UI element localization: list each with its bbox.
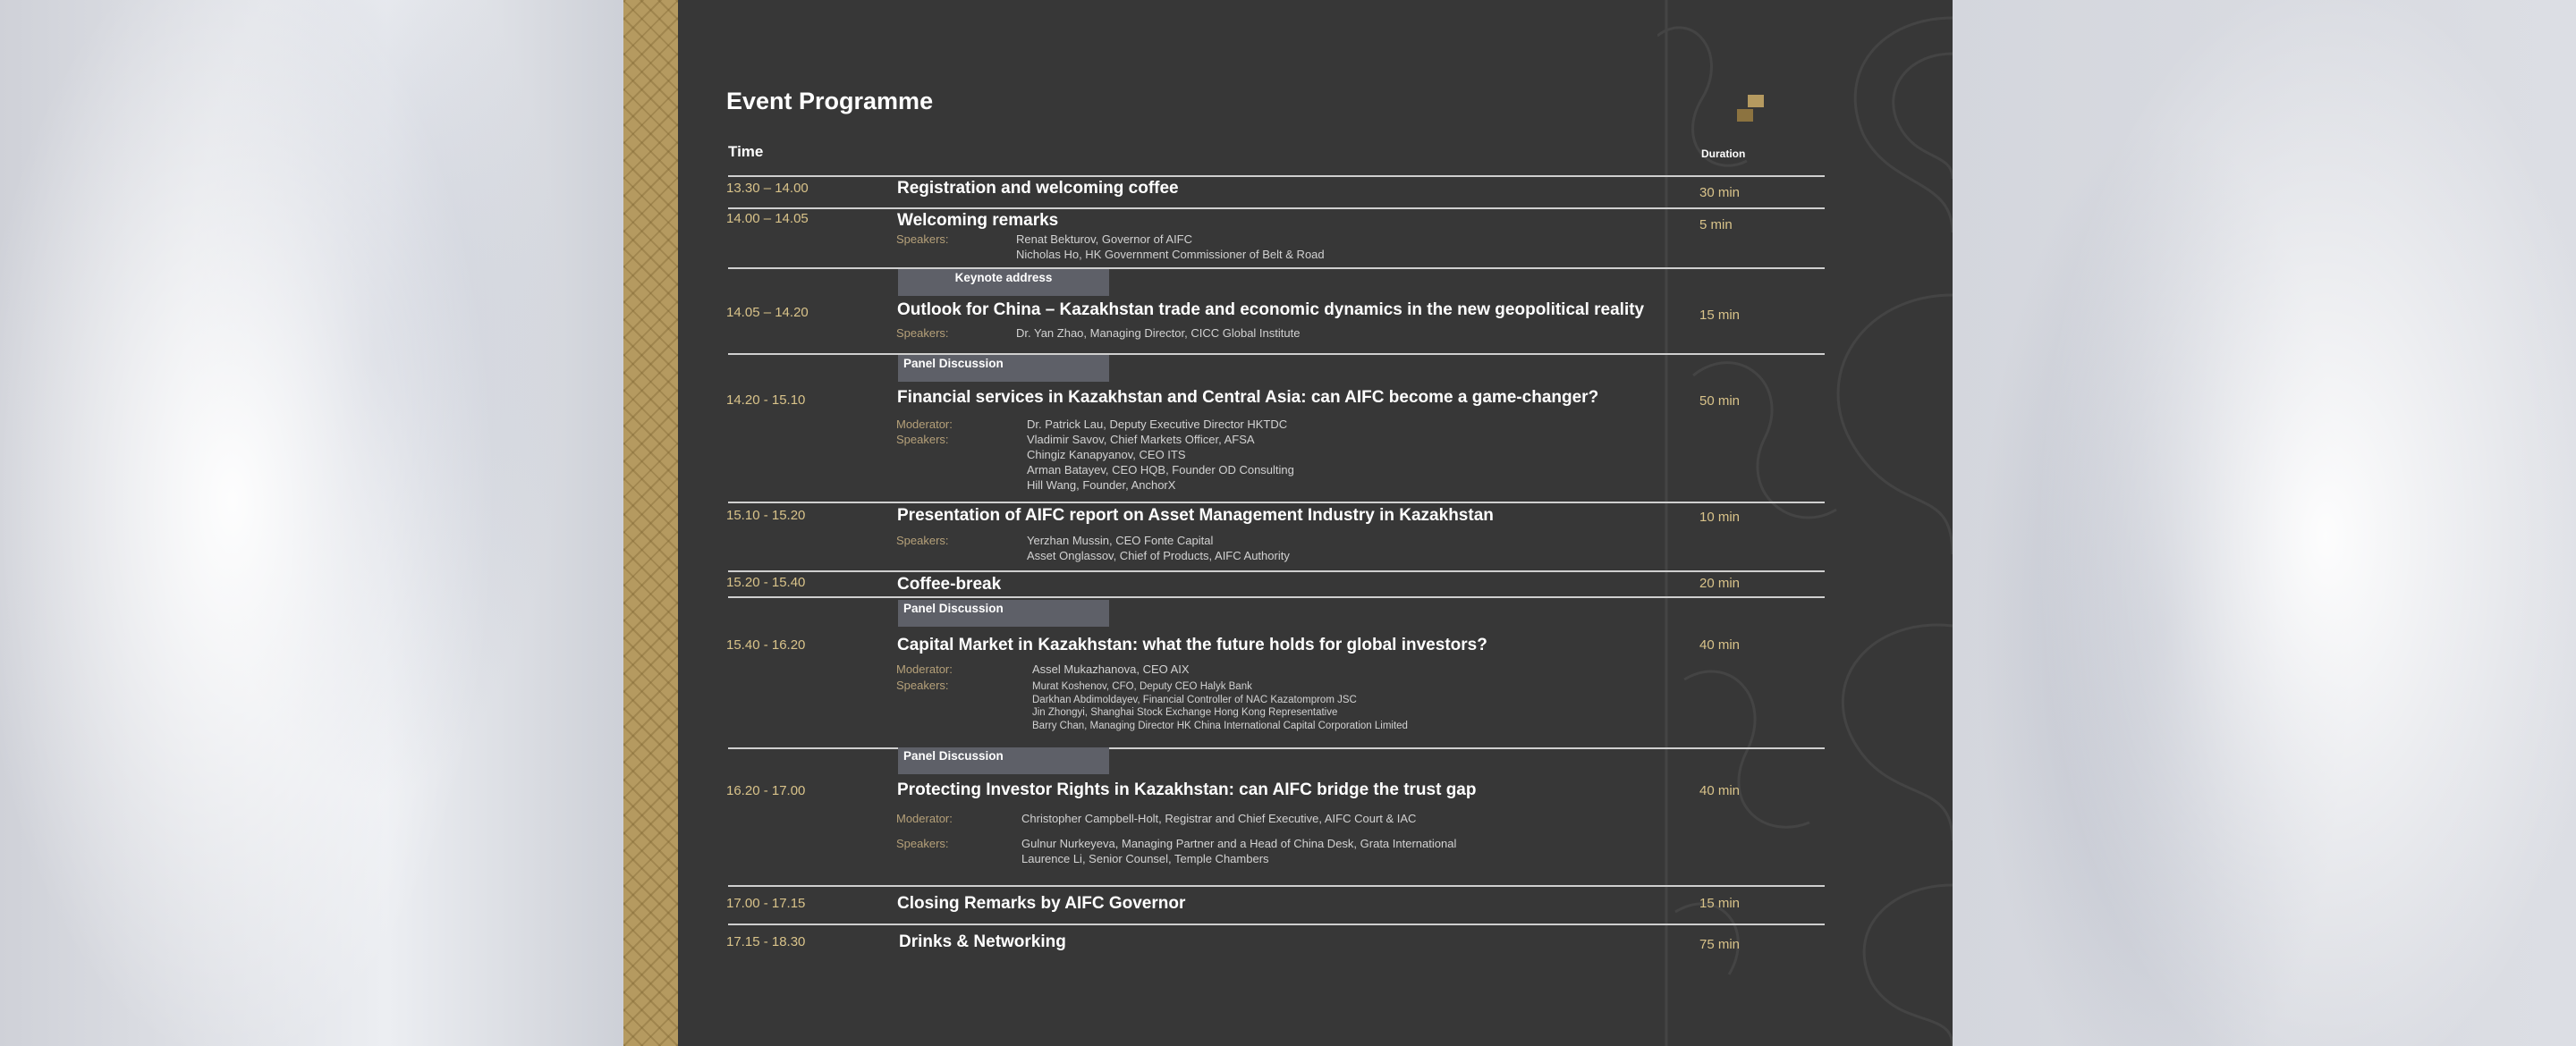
- speakers-label: Speakers:: [896, 433, 949, 446]
- gold-pattern-strip: [623, 0, 678, 1046]
- moderator-label: Moderator:: [896, 812, 953, 825]
- moderator-name: Dr. Patrick Lau, Deputy Executive Director HKTDC: [1027, 418, 1288, 431]
- session-time: 16.20 - 17.00: [726, 783, 806, 798]
- speaker: Jin Zhongyi, Shanghai Stock Exchange Hong Kong Representative: [1032, 707, 1338, 718]
- speaker: Laurence Li, Senior Counsel, Temple Chambers: [1021, 852, 1269, 865]
- divider: [728, 885, 1825, 887]
- speaker: Gulnur Nurkeyeva, Managing Partner and a Head of China Desk, Grata International: [1021, 837, 1457, 850]
- speaker: Arman Batayev, CEO HQB, Founder OD Consulting: [1027, 463, 1294, 477]
- session-duration: 40 min: [1699, 637, 1741, 653]
- speaker: Hill Wang, Founder, AnchorX: [1027, 478, 1176, 492]
- session-title: Presentation of AIFC report on Asset Management Industry in Kazakhstan: [897, 506, 1494, 525]
- moderator-name: Christopher Campbell-Holt, Registrar and Chief Executive, AIFC Court & IAC: [1021, 812, 1417, 825]
- session-duration: 15 min: [1699, 896, 1741, 911]
- divider: [728, 596, 1825, 598]
- divider: [728, 267, 1825, 269]
- session-duration: 20 min: [1699, 576, 1741, 591]
- speaker: Murat Koshenov, CFO, Deputy CEO Halyk Bank: [1032, 681, 1252, 692]
- speakers-label: Speakers:: [896, 232, 949, 246]
- divider: [728, 924, 1825, 925]
- speakers-list: [1032, 680, 1408, 732]
- session-title: Registration and welcoming coffee: [897, 179, 1179, 198]
- session-time: 14.00 – 14.05: [726, 211, 809, 226]
- session-time: 17.15 - 18.30: [726, 934, 806, 949]
- panel-discussion-tag: Panel Discussion: [898, 355, 1109, 382]
- speaker: Darkhan Abdimoldayev, Financial Controller of NAC Kazatomprom JSC: [1032, 694, 1357, 705]
- session-duration: 30 min: [1699, 185, 1741, 200]
- keynote-tag: Keynote address: [898, 269, 1109, 296]
- panel-discussion-tag: Panel Discussion: [898, 600, 1109, 627]
- divider: [728, 353, 1825, 355]
- speakers-list: [1016, 232, 1325, 262]
- duration-column-header: Duration: [1701, 148, 1746, 160]
- moderator-label: Moderator:: [896, 418, 953, 431]
- moderator-name: Assel Mukazhanova, CEO AIX: [1032, 662, 1190, 676]
- speakers-label: Speakers:: [896, 837, 949, 850]
- time-column-header: Time: [728, 143, 764, 160]
- session-duration: 40 min: [1699, 783, 1741, 798]
- session-time: 15.40 - 16.20: [726, 637, 806, 653]
- session-time: 14.05 – 14.20: [726, 305, 809, 320]
- divider: [728, 207, 1825, 209]
- session-time: 15.20 - 15.40: [726, 575, 806, 590]
- page-title: Event Programme: [726, 88, 934, 114]
- speaker: Nicholas Ho, HK Government Commissioner of Belt & Road: [1016, 248, 1325, 261]
- session-duration: 10 min: [1699, 510, 1741, 525]
- speakers-label: Speakers:: [896, 326, 949, 340]
- speakers-list: [1027, 432, 1294, 493]
- aifc-logo-icon: [1737, 95, 1764, 122]
- session-title: Outlook for China – Kazakhstan trade and economic dynamics in the new geopolitical reality: [897, 300, 1645, 319]
- session-title: Closing Remarks by AIFC Governor: [897, 894, 1186, 913]
- speaker: Barry Chan, Managing Director HK China International Capital Corporation Limited: [1032, 720, 1408, 731]
- speakers-list: [1016, 325, 1300, 341]
- session-title: Financial services in Kazakhstan and Central Asia: can AIFC become a game-changer?: [897, 388, 1599, 407]
- session-time: 14.20 - 15.10: [726, 392, 806, 408]
- session-title: Protecting Investor Rights in Kazakhstan: can AIFC bridge the trust gap: [897, 780, 1477, 799]
- session-title: Drinks & Networking: [899, 932, 1066, 951]
- divider: [728, 175, 1825, 177]
- speaker: Chingiz Kanapyanov, CEO ITS: [1027, 448, 1186, 461]
- moderator-label: Moderator:: [896, 662, 953, 676]
- divider: [728, 570, 1825, 572]
- speakers-label: Speakers:: [896, 679, 949, 692]
- speaker: Asset Onglassov, Chief of Products, AIFC Authority: [1027, 549, 1290, 562]
- session-duration: 5 min: [1699, 217, 1733, 232]
- session-duration: 75 min: [1699, 937, 1741, 952]
- divider: [728, 747, 1825, 749]
- programme-panel: [678, 0, 1953, 1046]
- speaker: Vladimir Savov, Chief Markets Officer, AFSA: [1027, 433, 1255, 446]
- speaker: Dr. Yan Zhao, Managing Director, CICC Global Institute: [1016, 326, 1301, 340]
- session-duration: 15 min: [1699, 308, 1741, 323]
- session-title: Coffee-break: [897, 575, 1002, 594]
- speakers-list: [1027, 533, 1290, 563]
- speaker: Renat Bekturov, Governor of AIFC: [1016, 232, 1193, 246]
- speaker: Yerzhan Mussin, CEO Fonte Capital: [1027, 534, 1214, 547]
- session-title: Capital Market in Kazakhstan: what the future holds for global investors?: [897, 636, 1487, 654]
- speakers-list: [1021, 836, 1456, 866]
- session-title: Welcoming remarks: [897, 211, 1059, 230]
- session-time: 17.00 - 17.15: [726, 896, 806, 911]
- divider: [728, 502, 1825, 503]
- speakers-label: Speakers:: [896, 534, 949, 547]
- session-time: 13.30 – 14.00: [726, 181, 809, 196]
- session-duration: 50 min: [1699, 393, 1741, 409]
- session-time: 15.10 - 15.20: [726, 508, 806, 523]
- panel-discussion-tag: Panel Discussion: [898, 747, 1109, 774]
